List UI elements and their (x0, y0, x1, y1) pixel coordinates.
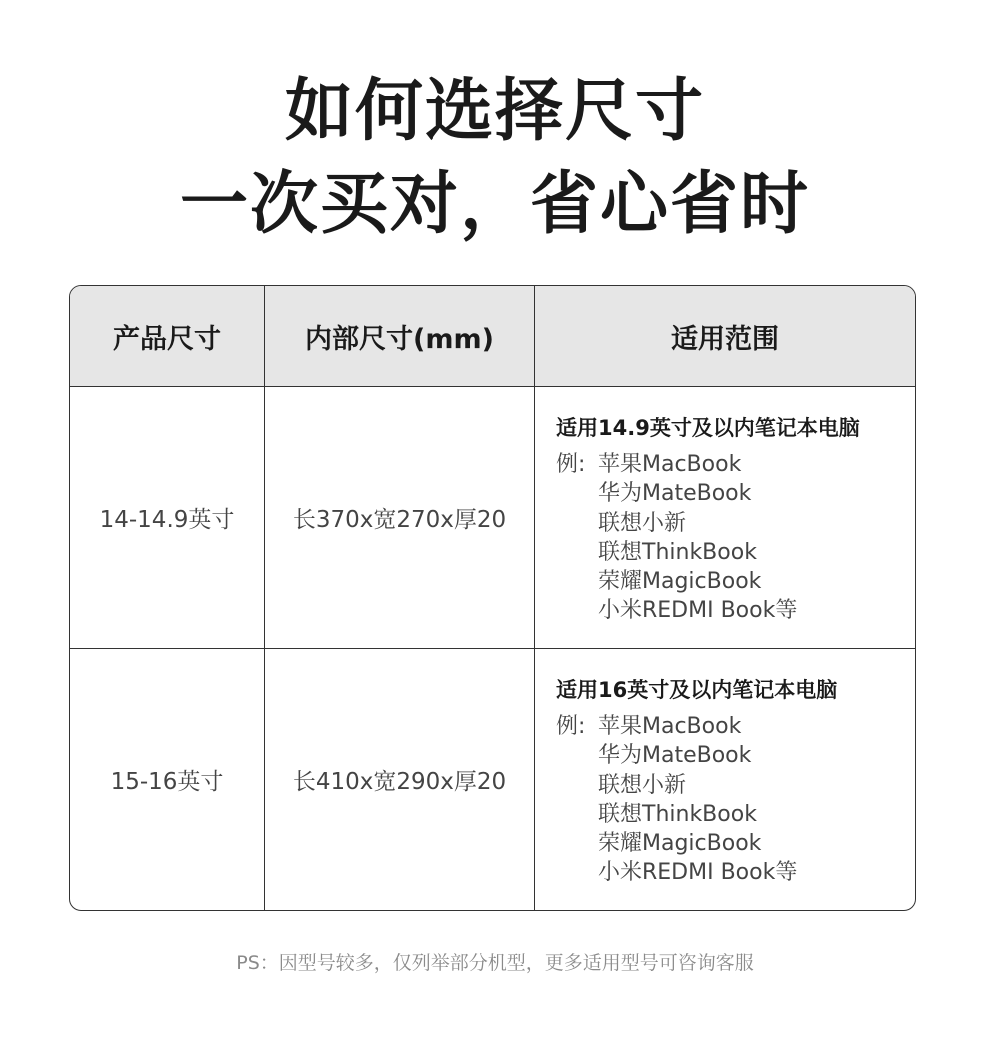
header-scope: 适用范围 (535, 286, 915, 387)
row-2-scope-title: 适用16英寸及以内笔记本电脑 (556, 678, 838, 702)
header-inner-size: 内部尺寸(mm) (265, 286, 535, 387)
model-item: 荣耀MagicBook (598, 831, 762, 857)
header-product-size: 产品尺寸 (70, 286, 265, 387)
model-item: 华为MateBook (598, 481, 752, 507)
row-1-product-size: 14-14.9英寸 (70, 387, 265, 649)
model-item: 华为MateBook (598, 743, 752, 769)
model-item: 苹果MacBook (598, 452, 742, 477)
model-item: 联想ThinkBook (598, 801, 757, 827)
model-item: 小米REDMI Book等 (598, 598, 798, 624)
model-item: 荣耀MagicBook (598, 569, 762, 595)
model-item: 联想小新 (598, 510, 687, 536)
row-1-scope (535, 387, 915, 649)
size-guide-table (69, 285, 916, 911)
row-2-scope (535, 649, 915, 910)
model-item: 苹果MacBook (598, 714, 742, 739)
model-item: 小米REDMI Book等 (598, 860, 798, 886)
footnote: PS：因型号较多，仅列举部分机型，更多适用型号可咨询客服 (236, 952, 754, 974)
page-subtitle: 一次买对，省心省时 (179, 165, 810, 244)
row-1-scope-title: 适用14.9英寸及以内笔记本电脑 (556, 416, 860, 440)
model-item: 联想小新 (598, 772, 687, 798)
row-1-model-list (598, 450, 797, 626)
page-title: 如何选择尺寸 (284, 72, 705, 151)
model-item: 联想ThinkBook (598, 539, 757, 565)
row-1-inner-size: 长370x宽270x厚20 (265, 387, 535, 649)
row-2-model-list (598, 712, 797, 888)
row-2-example-prefix: 例: (556, 714, 586, 739)
row-2-inner-size: 长410x宽290x厚20 (265, 649, 535, 910)
row-1-example-prefix: 例: (556, 452, 586, 477)
row-2-product-size: 15-16英寸 (70, 649, 265, 910)
